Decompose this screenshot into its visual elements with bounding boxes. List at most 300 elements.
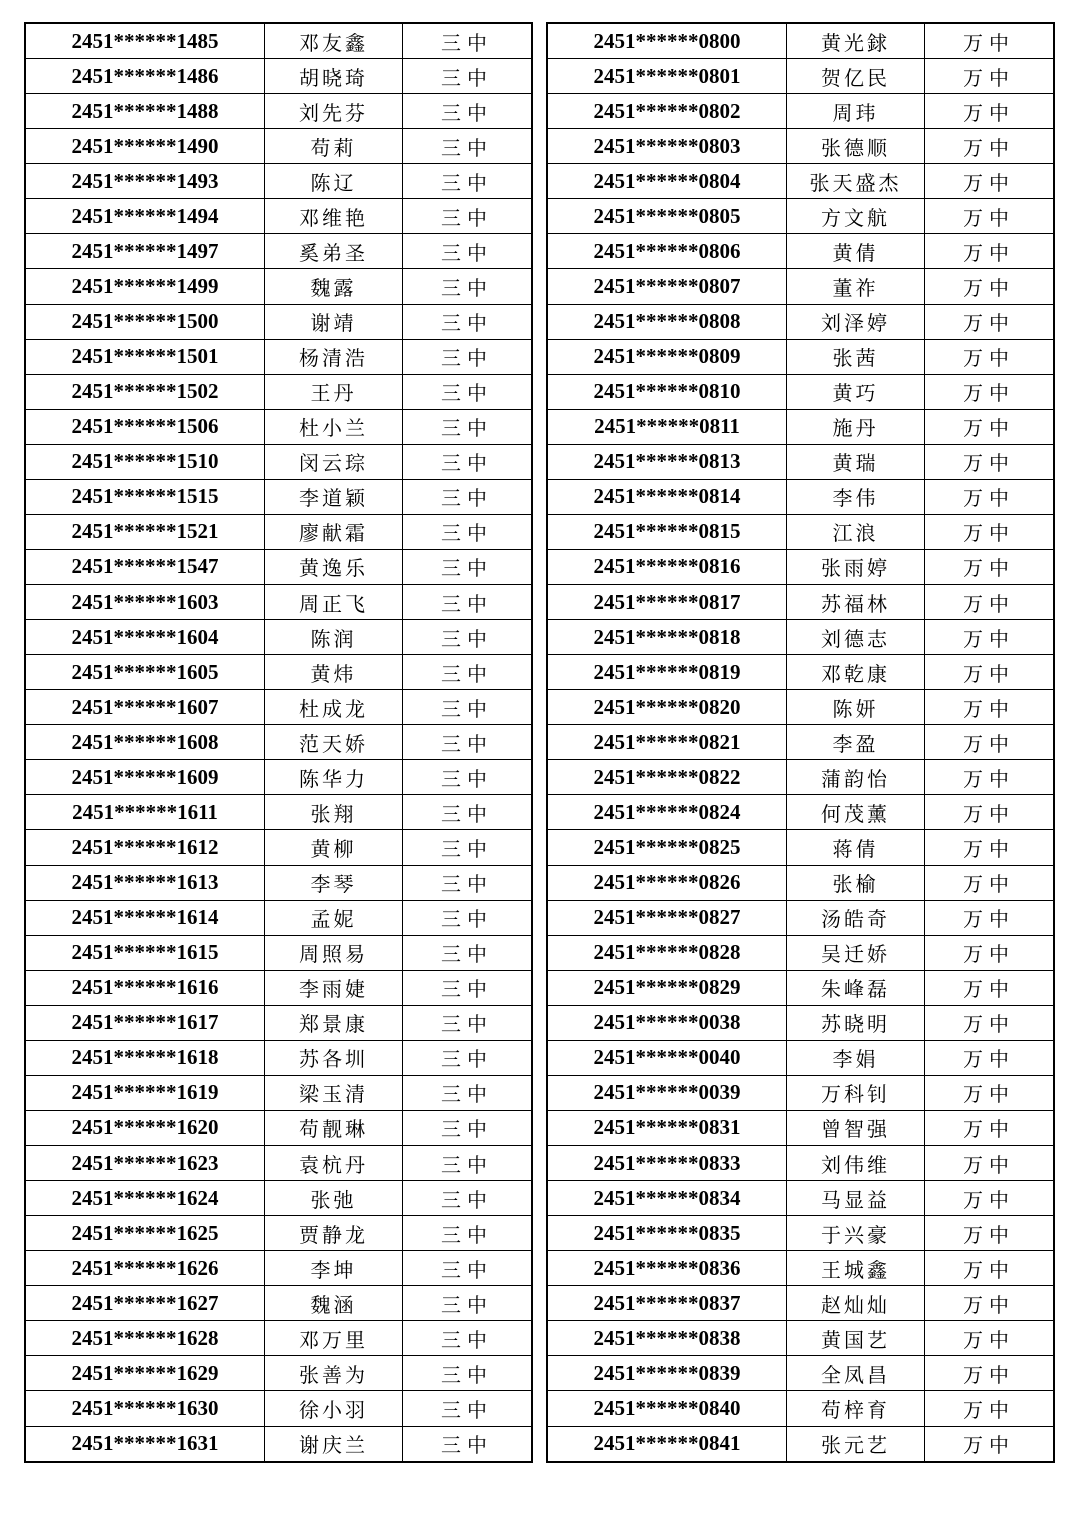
student-name-cell: 张弛 [265,1181,403,1216]
student-name-cell: 郑景康 [265,1005,403,1040]
student-id-cell: 2451******1617 [25,1005,265,1040]
student-name-cell: 邓友鑫 [265,23,403,59]
student-id-cell: 2451******1618 [25,1040,265,1075]
school-cell: 万中 [925,795,1055,830]
table-row [25,935,532,970]
student-id-cell: 2451******0821 [547,725,787,760]
table-row [25,1075,532,1110]
student-id-cell: 2451******0813 [547,444,787,479]
student-name-cell: 苟梓育 [787,1391,925,1426]
school-cell: 三中 [403,1110,533,1145]
school-cell: 万中 [925,1040,1055,1075]
table-row [547,1321,1054,1356]
table-row [547,970,1054,1005]
school-cell: 三中 [403,514,533,549]
student-name-cell: 黄光銶 [787,23,925,59]
roster-table-left-body [25,23,532,1462]
student-id-cell: 2451******0840 [547,1391,787,1426]
school-cell: 万中 [925,1110,1055,1145]
school-cell: 万中 [925,1005,1055,1040]
student-name-cell: 万科钊 [787,1075,925,1110]
student-name-cell: 张雨婷 [787,549,925,584]
student-id-cell: 2451******1625 [25,1216,265,1251]
student-id-cell: 2451******0836 [547,1251,787,1286]
student-id-cell: 2451******1630 [25,1391,265,1426]
student-name-cell: 曾智强 [787,1110,925,1145]
student-name-cell: 周正飞 [265,585,403,620]
table-row [547,409,1054,444]
student-name-cell: 李道颖 [265,479,403,514]
student-id-cell: 2451******0834 [547,1181,787,1216]
student-name-cell: 杨清浩 [265,339,403,374]
table-row [547,1146,1054,1181]
table-row [547,865,1054,900]
school-cell: 万中 [925,900,1055,935]
table-row [25,164,532,199]
school-cell: 万中 [925,725,1055,760]
student-name-cell: 邓乾康 [787,655,925,690]
student-name-cell: 张榆 [787,865,925,900]
school-cell: 万中 [925,1356,1055,1391]
student-name-cell: 董祚 [787,269,925,304]
school-cell: 三中 [403,23,533,59]
school-cell: 三中 [403,1075,533,1110]
student-name-cell: 邓维艳 [265,199,403,234]
student-name-cell: 苏福林 [787,585,925,620]
student-id-cell: 2451******1624 [25,1181,265,1216]
student-id-cell: 2451******0810 [547,374,787,409]
table-row [25,23,532,59]
student-name-cell: 奚弟圣 [265,234,403,269]
table-row [25,1146,532,1181]
student-name-cell: 闵云琮 [265,444,403,479]
student-id-cell: 2451******0817 [547,585,787,620]
school-cell: 三中 [403,1286,533,1321]
student-id-cell: 2451******0809 [547,339,787,374]
student-name-cell: 苏晓明 [787,1005,925,1040]
student-name-cell: 于兴豪 [787,1216,925,1251]
table-row [25,620,532,655]
student-name-cell: 黄倩 [787,234,925,269]
table-row [547,1040,1054,1075]
student-name-cell: 杜成龙 [265,690,403,725]
school-cell: 万中 [925,304,1055,339]
table-row [25,1216,532,1251]
student-id-cell: 2451******1500 [25,304,265,339]
student-name-cell: 全凤昌 [787,1356,925,1391]
student-id-cell: 2451******1609 [25,760,265,795]
school-cell: 万中 [925,23,1055,59]
table-row [25,1321,532,1356]
student-id-cell: 2451******1629 [25,1356,265,1391]
school-cell: 万中 [925,549,1055,584]
student-name-cell: 周照易 [265,935,403,970]
student-id-cell: 2451******1608 [25,725,265,760]
school-cell: 万中 [925,865,1055,900]
student-id-cell: 2451******0039 [547,1075,787,1110]
student-name-cell: 朱峰磊 [787,970,925,1005]
school-cell: 万中 [925,374,1055,409]
table-row [547,935,1054,970]
table-row [547,269,1054,304]
school-cell: 万中 [925,339,1055,374]
table-row [25,339,532,374]
student-name-cell: 张茜 [787,339,925,374]
student-name-cell: 黄瑞 [787,444,925,479]
school-cell: 万中 [925,655,1055,690]
school-cell: 万中 [925,620,1055,655]
student-name-cell: 陈辽 [265,164,403,199]
student-id-cell: 2451******0038 [547,1005,787,1040]
table-row [547,129,1054,164]
student-id-cell: 2451******0828 [547,935,787,970]
table-row [25,900,532,935]
student-id-cell: 2451******0804 [547,164,787,199]
student-id-cell: 2451******0841 [547,1426,787,1462]
student-name-cell: 谢靖 [265,304,403,339]
table-row [25,129,532,164]
table-row [547,725,1054,760]
school-cell: 三中 [403,1216,533,1251]
table-row [25,1251,532,1286]
school-cell: 三中 [403,655,533,690]
school-cell: 三中 [403,269,533,304]
table-row [547,1426,1054,1462]
student-id-cell: 2451******1547 [25,549,265,584]
student-name-cell: 方文航 [787,199,925,234]
table-row [547,1286,1054,1321]
school-cell: 万中 [925,1251,1055,1286]
table-row [547,444,1054,479]
student-id-cell: 2451******0835 [547,1216,787,1251]
student-id-cell: 2451******0831 [547,1110,787,1145]
school-cell: 三中 [403,935,533,970]
student-name-cell: 苟靓琳 [265,1110,403,1145]
school-cell: 万中 [925,830,1055,865]
student-name-cell: 马显益 [787,1181,925,1216]
table-row [547,1005,1054,1040]
student-id-cell: 2451******1605 [25,655,265,690]
table-row [25,479,532,514]
table-row [25,1391,532,1426]
student-id-cell: 2451******0839 [547,1356,787,1391]
school-cell: 万中 [925,1426,1055,1462]
school-cell: 三中 [403,830,533,865]
school-cell: 万中 [925,479,1055,514]
student-id-cell: 2451******1615 [25,935,265,970]
student-id-cell: 2451******0833 [547,1146,787,1181]
table-row [547,585,1054,620]
school-cell: 万中 [925,164,1055,199]
school-cell: 三中 [403,1005,533,1040]
school-cell: 三中 [403,1356,533,1391]
student-id-cell: 2451******0829 [547,970,787,1005]
table-row [547,164,1054,199]
school-cell: 万中 [925,409,1055,444]
school-cell: 三中 [403,409,533,444]
table-row [547,655,1054,690]
school-cell: 三中 [403,444,533,479]
school-cell: 万中 [925,690,1055,725]
student-name-cell: 陈润 [265,620,403,655]
table-row [547,830,1054,865]
student-name-cell: 贺亿民 [787,59,925,94]
table-row [547,1110,1054,1145]
student-id-cell: 2451******1603 [25,585,265,620]
table-row [25,514,532,549]
student-name-cell: 王丹 [265,374,403,409]
school-cell: 三中 [403,585,533,620]
table-row [25,59,532,94]
table-row [547,1251,1054,1286]
school-cell: 三中 [403,725,533,760]
school-cell: 三中 [403,479,533,514]
table-row [25,374,532,409]
student-id-cell: 2451******0807 [547,269,787,304]
student-id-cell: 2451******1506 [25,409,265,444]
school-cell: 三中 [403,199,533,234]
school-cell: 三中 [403,970,533,1005]
student-id-cell: 2451******1488 [25,94,265,129]
school-cell: 三中 [403,795,533,830]
student-name-cell: 孟妮 [265,900,403,935]
table-row [25,865,532,900]
student-name-cell: 李琴 [265,865,403,900]
student-name-cell: 黄柳 [265,830,403,865]
student-id-cell: 2451******1623 [25,1146,265,1181]
table-row [547,549,1054,584]
student-id-cell: 2451******0808 [547,304,787,339]
table-row [25,1110,532,1145]
student-name-cell: 江浪 [787,514,925,549]
school-cell: 三中 [403,1040,533,1075]
table-row [547,1391,1054,1426]
school-cell: 万中 [925,129,1055,164]
student-name-cell: 王城鑫 [787,1251,925,1286]
school-cell: 万中 [925,1391,1055,1426]
table-row [547,374,1054,409]
student-name-cell: 谢庆兰 [265,1426,403,1462]
student-name-cell: 蒲韵怡 [787,760,925,795]
student-name-cell: 刘先芬 [265,94,403,129]
student-id-cell: 2451******1485 [25,23,265,59]
school-cell: 万中 [925,199,1055,234]
school-cell: 三中 [403,1146,533,1181]
table-row [25,1356,532,1391]
student-id-cell: 2451******0801 [547,59,787,94]
student-name-cell: 赵灿灿 [787,1286,925,1321]
student-name-cell: 徐小羽 [265,1391,403,1426]
table-row [547,620,1054,655]
table-row [547,690,1054,725]
school-cell: 三中 [403,1426,533,1462]
school-cell: 万中 [925,1321,1055,1356]
student-name-cell: 魏露 [265,269,403,304]
student-name-cell: 张元艺 [787,1426,925,1462]
table-row [547,304,1054,339]
school-cell: 三中 [403,1251,533,1286]
student-id-cell: 2451******1486 [25,59,265,94]
school-cell: 万中 [925,514,1055,549]
student-id-cell: 2451******1613 [25,865,265,900]
table-row [547,1075,1054,1110]
school-cell: 万中 [925,1216,1055,1251]
table-row [547,479,1054,514]
school-cell: 三中 [403,374,533,409]
student-id-cell: 2451******1611 [25,795,265,830]
roster-table-right-body [547,23,1054,1462]
table-row [25,304,532,339]
student-id-cell: 2451******1497 [25,234,265,269]
student-name-cell: 范天娇 [265,725,403,760]
student-id-cell: 2451******1626 [25,1251,265,1286]
school-cell: 万中 [925,970,1055,1005]
school-cell: 三中 [403,164,533,199]
school-cell: 万中 [925,1075,1055,1110]
student-name-cell: 张德顺 [787,129,925,164]
table-row [25,655,532,690]
table-row [547,1356,1054,1391]
student-name-cell: 廖献霜 [265,514,403,549]
student-id-cell: 2451******0827 [547,900,787,935]
school-cell: 万中 [925,760,1055,795]
student-name-cell: 杜小兰 [265,409,403,444]
table-row [547,199,1054,234]
student-id-cell: 2451******0838 [547,1321,787,1356]
student-name-cell: 汤皓奇 [787,900,925,935]
table-row [25,690,532,725]
student-name-cell: 黄巧 [787,374,925,409]
student-id-cell: 2451******1620 [25,1110,265,1145]
table-row [25,795,532,830]
school-cell: 万中 [925,269,1055,304]
school-cell: 三中 [403,94,533,129]
table-row [25,830,532,865]
roster-table-left [24,22,533,1463]
school-cell: 三中 [403,1321,533,1356]
table-row [547,59,1054,94]
student-name-cell: 梁玉清 [265,1075,403,1110]
table-row [547,23,1054,59]
student-id-cell: 2451******1604 [25,620,265,655]
school-cell: 三中 [403,129,533,164]
school-cell: 三中 [403,690,533,725]
student-name-cell: 刘德志 [787,620,925,655]
table-row [25,549,532,584]
student-id-cell: 2451******0800 [547,23,787,59]
school-cell: 万中 [925,94,1055,129]
student-id-cell: 2451******1499 [25,269,265,304]
table-row [25,970,532,1005]
table-row [25,1040,532,1075]
student-name-cell: 陈妍 [787,690,925,725]
table-row [547,514,1054,549]
student-name-cell: 黄炜 [265,655,403,690]
student-name-cell: 魏涵 [265,1286,403,1321]
student-name-cell: 张天盛杰 [787,164,925,199]
student-id-cell: 2451******1628 [25,1321,265,1356]
student-name-cell: 袁杭丹 [265,1146,403,1181]
student-id-cell: 2451******1616 [25,970,265,1005]
student-name-cell: 李雨婕 [265,970,403,1005]
table-row [547,760,1054,795]
student-name-cell: 李坤 [265,1251,403,1286]
student-id-cell: 2451******0826 [547,865,787,900]
student-id-cell: 2451******1521 [25,514,265,549]
student-name-cell: 李盈 [787,725,925,760]
student-id-cell: 2451******1494 [25,199,265,234]
student-id-cell: 2451******0814 [547,479,787,514]
table-row [25,269,532,304]
student-name-cell: 李娟 [787,1040,925,1075]
table-row [547,1216,1054,1251]
school-cell: 三中 [403,549,533,584]
school-cell: 三中 [403,339,533,374]
table-row [25,199,532,234]
student-id-cell: 2451******0803 [547,129,787,164]
table-row [25,1181,532,1216]
student-name-cell: 邓万里 [265,1321,403,1356]
student-id-cell: 2451******1631 [25,1426,265,1462]
table-row [25,1426,532,1462]
table-row [25,444,532,479]
student-id-cell: 2451******0820 [547,690,787,725]
student-name-cell: 周玮 [787,94,925,129]
table-row [25,725,532,760]
student-name-cell: 苟莉 [265,129,403,164]
student-id-cell: 2451******0824 [547,795,787,830]
student-name-cell: 苏各圳 [265,1040,403,1075]
student-name-cell: 蒋倩 [787,830,925,865]
student-id-cell: 2451******1627 [25,1286,265,1321]
student-id-cell: 2451******0802 [547,94,787,129]
student-name-cell: 刘泽婷 [787,304,925,339]
student-name-cell: 贾静龙 [265,1216,403,1251]
student-id-cell: 2451******1510 [25,444,265,479]
school-cell: 万中 [925,1146,1055,1181]
student-name-cell: 何茂薰 [787,795,925,830]
student-name-cell: 黄国艺 [787,1321,925,1356]
student-name-cell: 陈华力 [265,760,403,795]
table-row [25,760,532,795]
student-id-cell: 2451******0825 [547,830,787,865]
school-cell: 万中 [925,935,1055,970]
school-cell: 万中 [925,585,1055,620]
table-row [25,94,532,129]
table-row [547,339,1054,374]
student-id-cell: 2451******0822 [547,760,787,795]
table-row [25,1005,532,1040]
student-id-cell: 2451******0811 [547,409,787,444]
school-cell: 三中 [403,760,533,795]
school-cell: 三中 [403,304,533,339]
table-row [25,409,532,444]
student-name-cell: 施丹 [787,409,925,444]
student-name-cell: 吴迁娇 [787,935,925,970]
student-id-cell: 2451******1502 [25,374,265,409]
school-cell: 万中 [925,444,1055,479]
table-row [547,234,1054,269]
student-id-cell: 2451******0819 [547,655,787,690]
student-id-cell: 2451******0818 [547,620,787,655]
school-cell: 万中 [925,1181,1055,1216]
student-name-cell: 李伟 [787,479,925,514]
student-name-cell: 胡晓琦 [265,59,403,94]
school-cell: 万中 [925,1286,1055,1321]
school-cell: 三中 [403,1391,533,1426]
table-row [547,900,1054,935]
student-name-cell: 黄逸乐 [265,549,403,584]
